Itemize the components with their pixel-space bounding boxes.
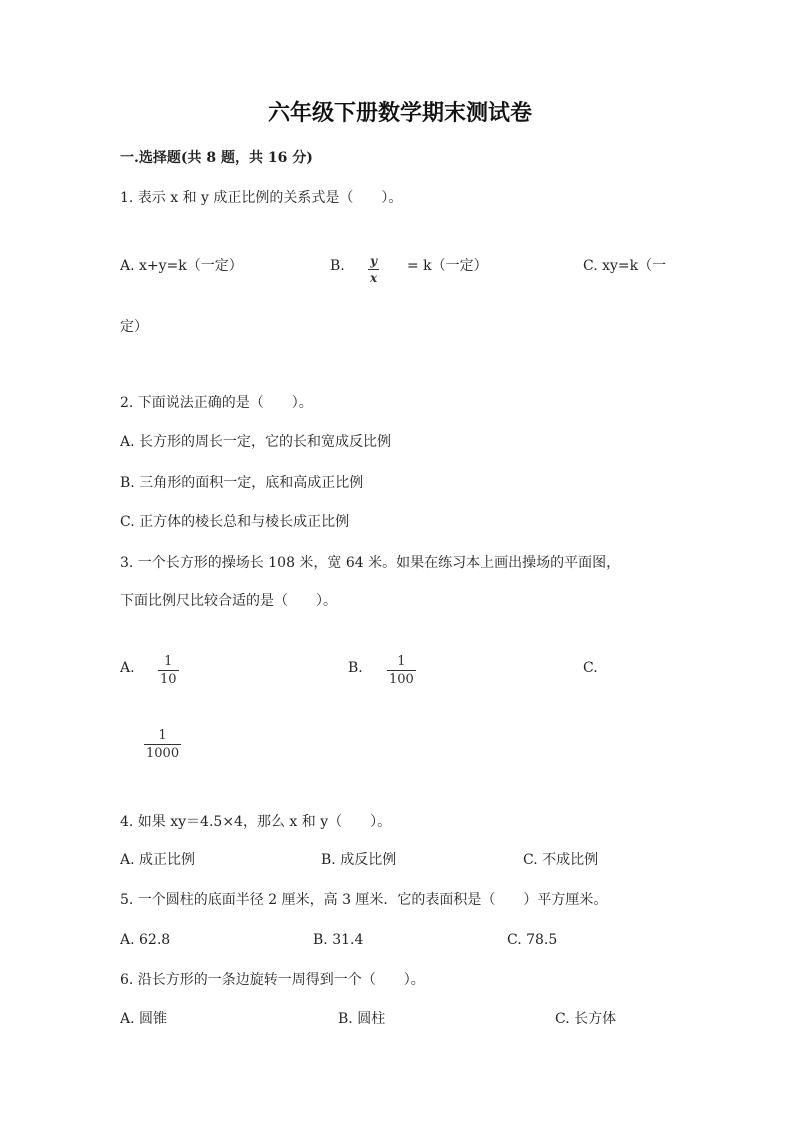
question-1-option-b-rest: = k（一定） — [407, 258, 488, 274]
question-6-option-c: C. 长方体 — [555, 1011, 617, 1027]
question-2-option-b: B. 三角形的面积一定，底和高成正比例 — [120, 475, 364, 491]
question-4-option-b: B. 成反比例 — [321, 852, 397, 868]
question-4-stem: 4. 如果 xy＝4.5×4，那么 x 和 y（ ）。 — [120, 814, 392, 830]
question-3-option-c-fraction — [144, 729, 181, 760]
question-4-option-c: C. 不成比例 — [523, 852, 599, 868]
fraction-denominator: x — [370, 271, 378, 285]
question-3-option-a-label: A. — [120, 660, 135, 676]
question-1-option-b-fraction — [368, 255, 379, 284]
question-4-option-a: A. 成正比例 — [120, 852, 196, 868]
question-6-stem: 6. 沿长方形的一条边旋转一周得到一个（ ）。 — [120, 972, 425, 988]
question-1-option-a: A. x+y=k（一定） — [120, 258, 243, 274]
question-1-stem: 1. 表示 x 和 y 成正比例的关系式是（ ）。 — [120, 190, 403, 206]
question-3-option-a-fraction — [158, 655, 179, 686]
page-title: 六年级下册数学期末测试卷 — [267, 100, 532, 126]
fraction-numerator: 1 — [164, 654, 173, 669]
question-1-option-c: C. xy=k（一 — [583, 258, 667, 274]
question-2-option-c: C. 正方体的棱长总和与棱长成正比例 — [120, 514, 350, 530]
question-6-option-b: B. 圆柱 — [338, 1011, 386, 1027]
fraction-numerator: y — [370, 254, 378, 268]
fraction-numerator: 1 — [397, 654, 406, 669]
question-3-option-c-label: C. — [583, 660, 598, 676]
question-6-option-a: A. 圆锥 — [120, 1011, 168, 1027]
question-1-option-b-label: B. — [330, 258, 345, 274]
question-3-option-b-label: B. — [348, 660, 363, 676]
fraction-numerator: 1 — [158, 728, 167, 743]
question-1-option-c-continued: 定） — [120, 319, 148, 335]
question-5-option-c: C. 78.5 — [507, 932, 558, 948]
question-3-option-b-fraction — [387, 655, 416, 686]
question-2-option-a: A. 长方形的周长一定，它的长和宽成反比例 — [120, 434, 392, 450]
question-3-stem-line-1: 3. 一个长方形的操场长 108 米，宽 64 米。如果在练习本上画出操场的平面图， — [120, 555, 621, 571]
fraction-denominator: 10 — [160, 672, 177, 687]
question-5-option-b: B. 31.4 — [313, 932, 364, 948]
question-5-option-a: A. 62.8 — [120, 932, 171, 948]
fraction-denominator: 100 — [389, 672, 414, 687]
section-heading: 一.选择题(共 8 题，共 16 分) — [120, 150, 313, 166]
question-5-stem: 5. 一个圆柱的底面半径 2 厘米，高 3 厘米．它的表面积是（ ）平方厘米。 — [120, 892, 608, 908]
question-2-stem: 2. 下面说法正确的是（ ）。 — [120, 395, 313, 411]
fraction-denominator: 1000 — [146, 746, 180, 761]
question-3-stem-line-2: 下面比例尺比较合适的是（ ）。 — [120, 593, 337, 609]
